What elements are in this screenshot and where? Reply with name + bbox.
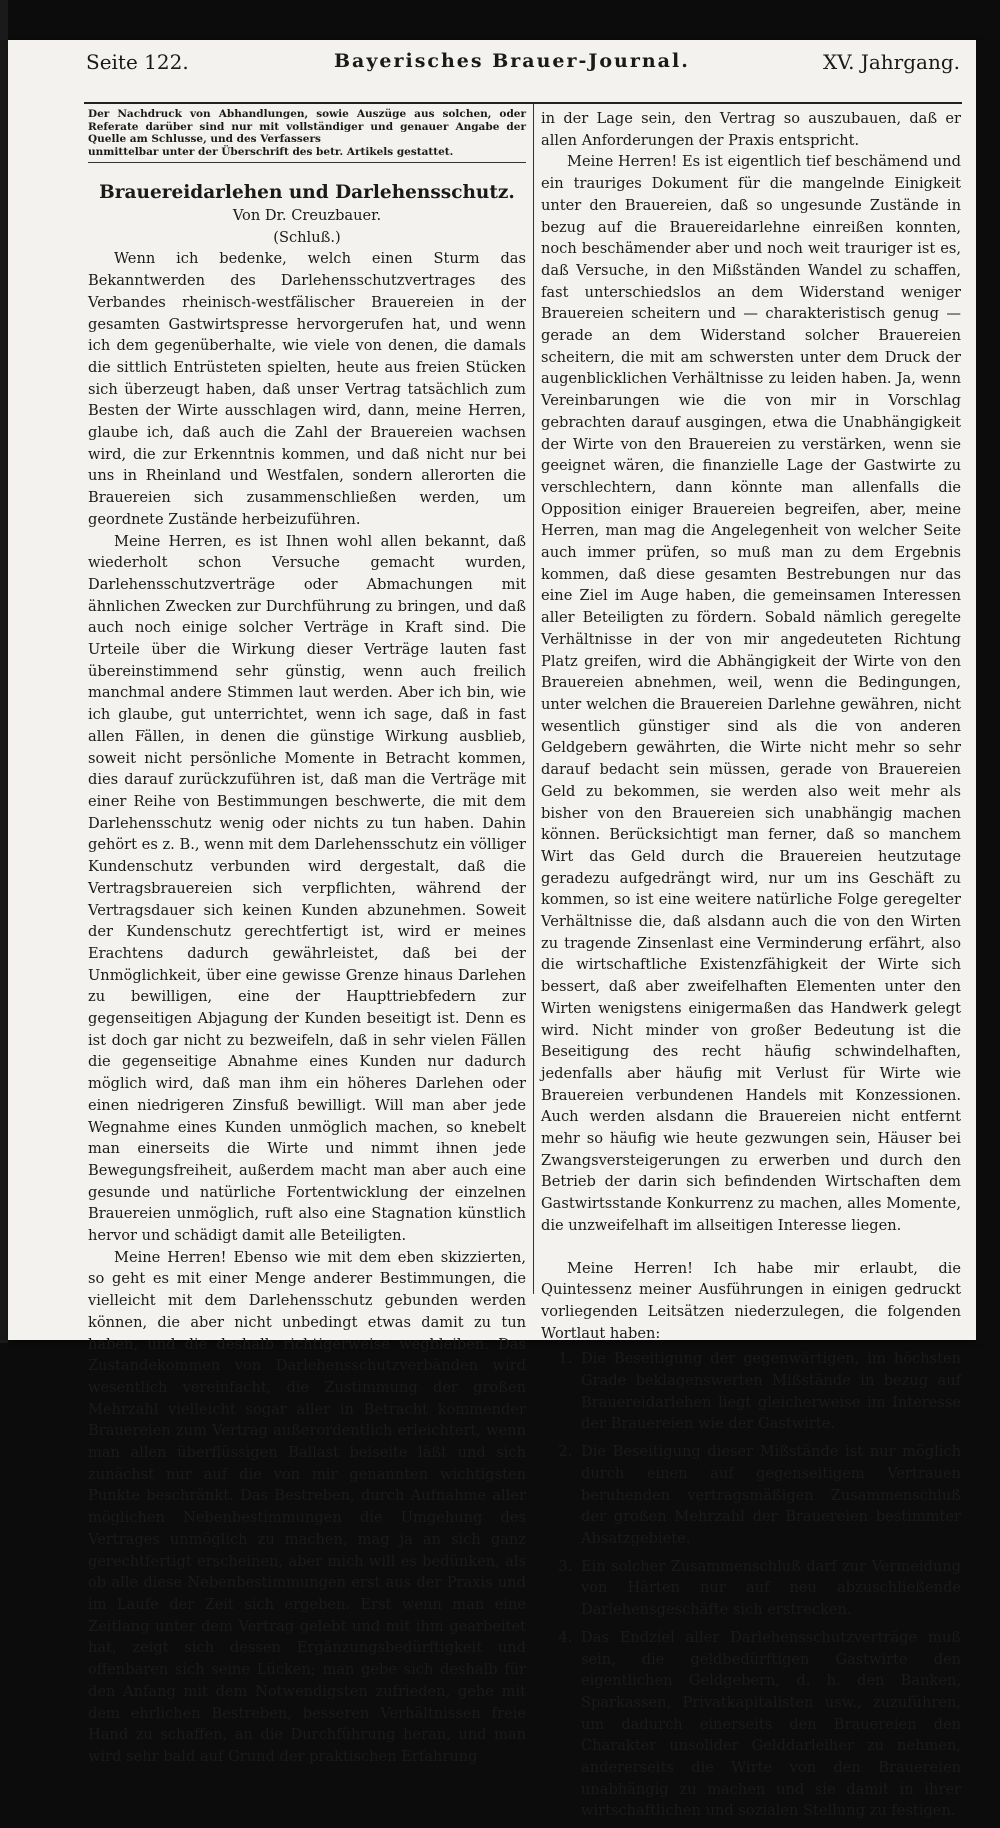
article-subtitle: (Schluß.) bbox=[273, 228, 341, 246]
header-rule bbox=[84, 102, 962, 104]
article-title: Brauereidarlehen und Darlehensschutz. bbox=[99, 182, 515, 203]
list-item: 2. Die Beseitigung dieser Mißstände ist nur möglich durch einen auf gegenseitigem Vertrauen beruhenden vertragsmäßigen Zusammenschluß der großen Mehrzahl der Brauereien bestimmter Absatzgebiete. bbox=[577, 1441, 961, 1550]
list-item: 1. Die Beseitigung der gegenwärtigen, im höchsten Grade beklagenswerten Mißstände in bezug auf Brauereidarlehen liegt gleicherweise im Interesse der Brauereien wie der Gastwirte. bbox=[577, 1348, 961, 1435]
paragraph: Meine Herren, es ist Ihnen wohl allen bekannt, daß wiederholt schon Versuche gemacht wurden, Darlehensschutzverträge oder Abmachungen mit ähnlichen Zwecken zur Durchführung zu bringen, und daß auch noch einige solcher Verträge in Kraft sind. Die Urteile über die Wirkung dieser Verträge lauten fast übereinstimmend sehr günstig, wenn auch freilich manchmal andere Stimmen laut werden. Aber ich bin, wie ich glaube, gut unterrichtet, wenn ich sage, daß in fast allen Fällen, in denen die günstige Wirkung ausblieb, soweit nicht persönliche Momente in Betracht kommen, dies darauf zurückzuführen ist, daß man die Verträge mit einer Reihe von Bestimmungen beschwerte, die mit dem Darlehensschutz wenig oder nichts zu tun haben. Dahin gehört es z. B., wenn mit dem Darlehensschutz ein völliger Kundenschutz verbunden wird dergestalt, daß die Vertragsbrauereien sich verpflichten, während der Vertragsdauer sich keinen Kunden abzunehmen. Soweit der Kundenschutz gerechtfertigt ist, wird er meines Erachtens dadurch gewährleistet, daß bei der Unmöglichkeit, über eine gewisse Grenze hinaus Darlehen zu bewilligen, eine der Haupttriebfedern zur gegenseitigen Abjagung der Kunden beseitigt ist. Denn es ist doch gar nicht zu bezweifeln, daß in sehr vielen Fällen die gegenseitige Abnahme eines Kunden nur dadurch möglich wird, daß man ihm ein höheres Darlehen oder einen niedrigeren Zinsfuß bewilligt. Will man aber jede Wegnahme eines Kunden unmöglich machen, so knebelt man einerseits die Wirte und nimmt ihnen jede Bewegungsfreiheit, außerdem macht man aber auch eine gesunde und natürliche Fortentwicklung der einzelnen Brauereien unmöglich, ruft also eine Stagnation künstlich hervor und schädigt damit alle Beteiligten. bbox=[88, 532, 526, 1245]
right-column bbox=[541, 108, 961, 1828]
list-item: 4. Das Endziel aller Darlehensschutzverträge muß sein, die geldbedürftigen Gastwirte den eigentlichen Geldgebern, d. h. den Banken, Sparkassen, Privatkapitalisten usw., zuzuführen, um dadurch einerseits den Brauereien den Charakter unsolider Gelddarleiher zu nehmen, andererseits die Wirte von den Brauereien unabhängig zu machen und sie damit in ihrer wirtschaftlichen und sozialen Stellung zu festigen. bbox=[577, 1627, 961, 1822]
paragraph: Meine Herren! Ich habe mir erlaubt, die Quintessenz meiner Ausführungen in einigen gedruckt vorliegenden Leitsätzen niederzulegen, die folgenden Wortlaut haben: bbox=[541, 1259, 961, 1342]
column-divider bbox=[533, 104, 534, 1294]
page-header bbox=[84, 50, 964, 90]
page-number: Seite 122. bbox=[86, 50, 189, 74]
scan-border bbox=[0, 0, 8, 1343]
journal-title: Bayerisches Brauer-Journal. bbox=[334, 50, 690, 72]
paragraph: Meine Herren! Ebenso wie mit dem eben skizzierten, so geht es mit einer Menge anderer Bestimmungen, die vielleicht mit dem Darlehensschutz gebunden werden können, die aber nicht unbedingt etwas damit zu tun haben, und die deshalb richtigerweise wegbleiben. Das Zustandekommen von Darlehensschutzverbänden wird wesentlich vereinfacht, die Zustimmung der großen Mehrzahl vielleicht sogar aller in Betracht kommender Brauereien zum Vertrag außerordentlich erleichtert, wenn man allen überflüssigen Ballast beiseite läßt und sich zunächst nur auf die von mir genannten wichtigsten Punkte beschränkt. Das Bestreben, durch Aufnahme aller möglichen Nebenbestimmungen die Umgehung des Vertrages unmöglich zu machen, mag ja an sich ganz gerechtfertigt erscheinen, aber mich will es bedünken, als ob alle diese Nebenbestimmungen erst aus der Praxis und im Laufe der Zeit sich ergeben. Erst wenn man eine Zeitlang unter dem Vertrag gelebt und mit ihm gearbeitet hat, zeigt sich dessen Ergänzungsbedürftigkeit und offenbaren sich seine Lücken; man gebe sich deshalb für den Anfang mit dem Notwendigsten zufrieden, gehe mit dem ehrlichen Bestreben, besseren Verhältnissen freie Hand zu schaffen, an die Durchführung heran, und man wird sehr bald auf Grund der praktischen Erfahrung bbox=[88, 1248, 526, 1765]
paragraph: Meine Herren! Es ist eigentlich tief beschämend und ein trauriges Dokument für die mangelnde Einigkeit unter den Brauereien, daß so ungesunde Zustände in bezug auf die Brauereidarlehne einreißen konnten, noch beschämender aber und noch weit trauriger ist es, daß Versuche, in den Mißständen Wandel zu schaffen, fast unterschiedslos an dem Widerstand weniger Brauereien scheitern und — charakteristisch genug — gerade an dem Widerstand solcher Brauereien scheitern, die mit am schwersten unter dem Druck der augenblicklichen Verhältnisse zu leiden haben. Ja, wenn Vereinbarungen wie die von mir in Vorschlag gebrachten darauf ausgingen, etwa die Unabhängigkeit der Wirte von den Brauereien zu verstärken, wenn sie geeignet wären, die finanzielle Lage der Gastwirte zu verschlechtern, dann könnte man allenfalls die Opposition einiger Brauereien begreifen, aber, meine Herren, man mag die Angelegenheit von welcher Seite auch immer prüfen, so muß man zu dem Ergebnis kommen, daß diese gesamten Bestrebungen nur das eine Ziel im Auge haben, die gemeinsamen Interessen aller Beteiligten zu fördern. Sobald nämlich geregelte Verhältnisse in der von mir angedeuteten Richtung Platz greifen, wird die Abhängigkeit der Wirte von den Brauereien abnehmen, weil, wenn die Bedingungen, unter welchen die Brauereien Darlehne gewähren, nicht wesentlich günstiger sind als die von anderen Geldgebern gewährten, die Wirte nicht mehr so sehr darauf bedacht sein müssen, gerade von Brauereien Geld zu bekommen, sie werden also weit mehr als bisher von den Brauereien sich unabhängig machen können. Berücksichtigt man ferner, daß so manchem Wirt das Geld durch die Brauereien heutzutage geradezu aufgedrängt wird, nur um ins Geschäft zu kommen, so ist eine weitere natürliche Folge geregelter Verhältnisse die, daß alsdann auch die von den Wirten zu tragende Zinsenlast eine Verminderung erfährt, also die wirtschaftliche Existenzfähigkeit der Wirte sich bessert, daß aber zweifelhaften Elementen unter den Wirten wenigstens einigermaßen das Handwerk gelegt wird. Nicht minder von großer Bedeutung ist die Beseitigung des recht häufig schwindelhaften, jedenfalls aber häufig mit Verlust für Wirte wie Brauereien verbundenen Handels mit Konzessionen. Auch werden alsdann die Brauereien nicht entfernt mehr so häufig wie heute gezwungen sein, Häuser bei Zwangsversteigerungen zu erwerben und durch den Betrieb der darin sich befindenden Wirtschaften dem Gastwirtsstande Konkurrenz zu machen, alles Momente, die unzweifelhaft im allseitigen Interesse liegen. bbox=[541, 153, 961, 1234]
reprint-notice: Der Nachdruck von Abhandlungen, sowie Auszüge aus solchen, oder Referate darüber sind nur mit vollständiger und genauer Angabe der Quelle am Schlusse, und des Verfassers unmittelbar unter der Überschrift des betr. Artikels gestattet. bbox=[88, 108, 526, 158]
list-item: 3. Ein solcher Zusammenschluß darf zur Vermeidung von Härten nur auf neu abzuschließende Darlehensgeschäfte sich erstrecken. bbox=[577, 1556, 961, 1621]
article-author: Von Dr. Creuzbauer. bbox=[232, 207, 382, 224]
paragraph: in der Lage sein, den Vertrag so auszubauen, daß er allen Anforderungen der Praxis entspricht. bbox=[541, 110, 961, 149]
volume-label: XV. Jahrgang. bbox=[822, 50, 960, 74]
scan-border-right bbox=[976, 40, 1000, 1343]
theses-list bbox=[541, 1348, 961, 1822]
left-column bbox=[88, 108, 526, 1768]
paragraph: Wenn ich bedenke, welch einen Sturm das Bekanntwerden des Darlehensschutzvertrages des Verbandes rheinisch-westfälischer Brauereien in der gesamten Gastwirtspresse hervorgerufen hat, und wenn ich dem gegenüberhalte, wie viele von denen, die damals die sittlich Entrüsteten spielten, heute aus freien Stücken sich überzeugt haben, daß unser Vertrag tatsächlich zum Besten der Wirte ausschlagen wird, dann, meine Herren, glaube ich, daß auch die Zahl der Brauereien wachsen wird, die zur Erkenntnis kommen, und daß nicht nur bei uns in Rheinland und Westfalen, sondern allerorten die Brauereien sich zusammenschließen werden, um geordnete Zustände herbeizuführen. bbox=[88, 250, 526, 528]
notice-rule bbox=[88, 162, 526, 163]
